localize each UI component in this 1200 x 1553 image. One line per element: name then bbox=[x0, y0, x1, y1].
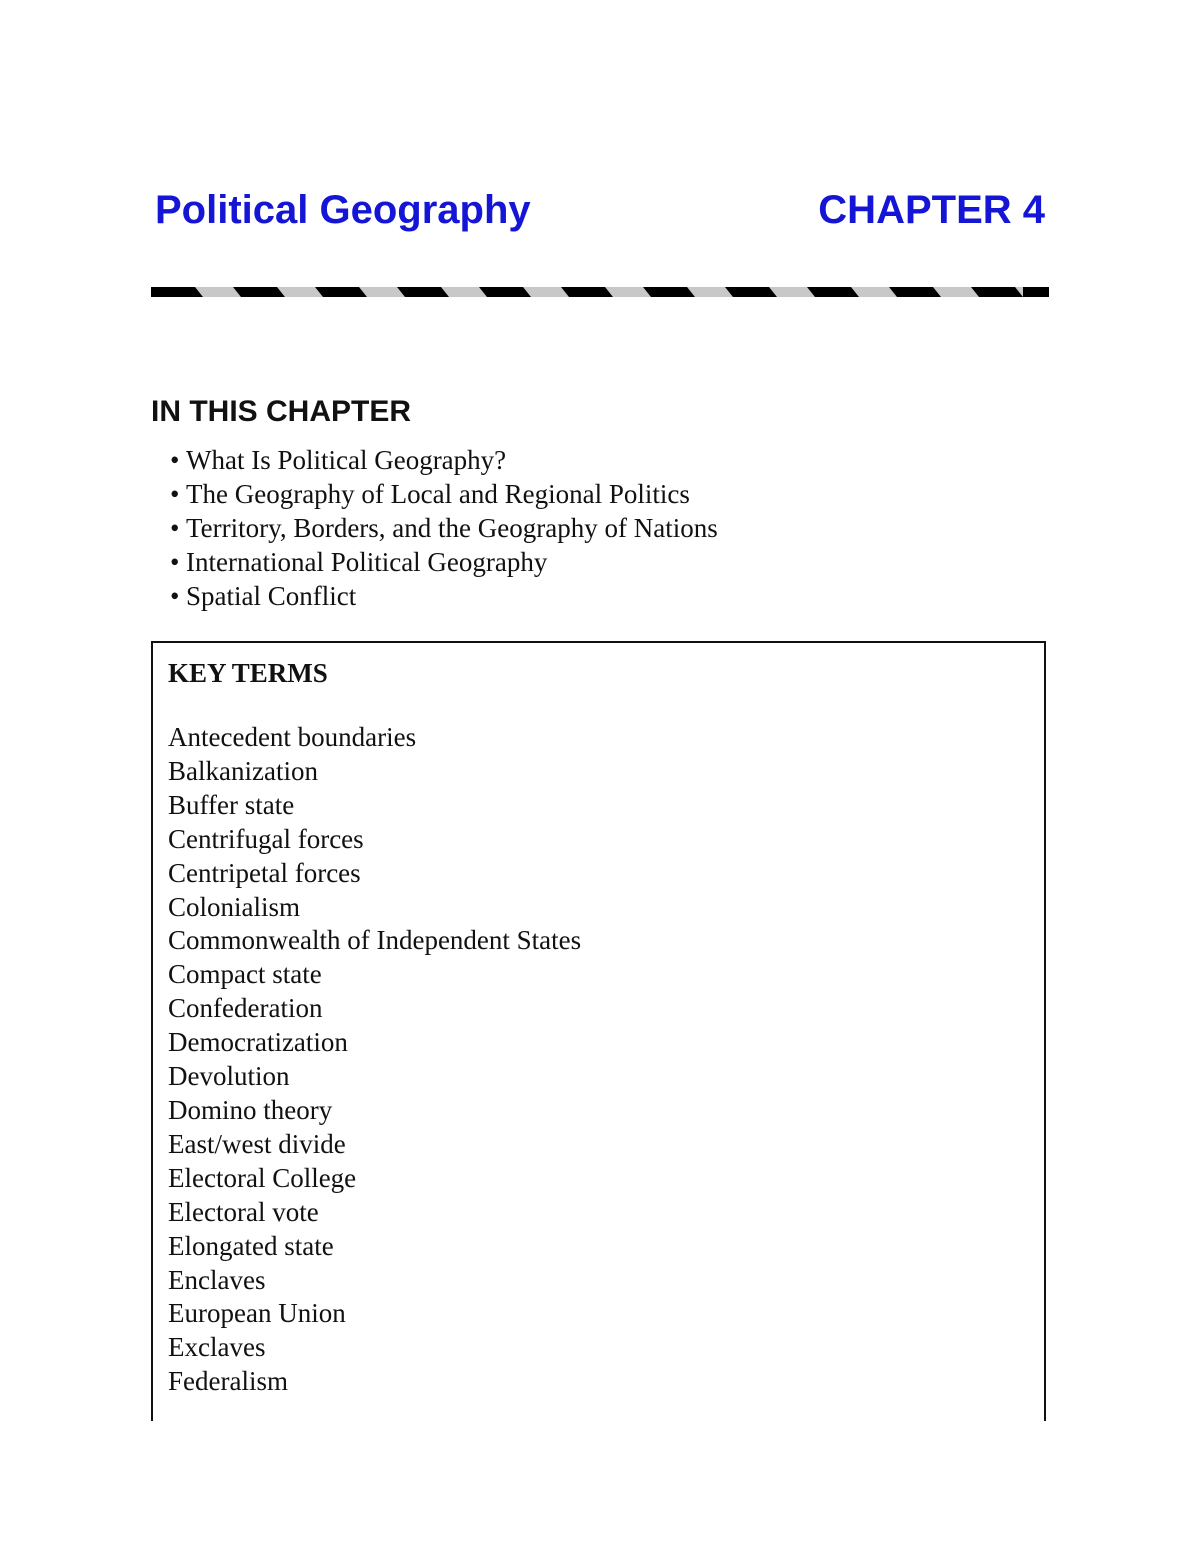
bullet-icon: • bbox=[170, 445, 180, 475]
key-terms-list bbox=[168, 721, 581, 1399]
chapter-topic-item bbox=[170, 477, 718, 511]
key-term-item: Centrifugal forces bbox=[168, 823, 364, 854]
key-terms-box bbox=[151, 641, 1046, 1421]
key-term-item: Buffer state bbox=[168, 789, 295, 820]
key-term-item: European Union bbox=[168, 1298, 346, 1329]
chapter-topic-text: Territory, Borders, and the Geography of Nations bbox=[186, 513, 718, 543]
key-term-item: Compact state bbox=[168, 959, 322, 990]
chapter-topic-item bbox=[170, 545, 718, 579]
bullet-icon: • bbox=[170, 479, 180, 509]
key-terms-heading: KEY TERMS bbox=[168, 658, 328, 688]
key-term-item: Devolution bbox=[168, 1061, 290, 1092]
chapter-label: CHAPTER 4 bbox=[818, 188, 1045, 232]
chapter-topic-text: The Geography of Local and Regional Politics bbox=[186, 479, 690, 509]
key-term-item: Electoral College bbox=[168, 1162, 357, 1193]
key-term-item: Electoral vote bbox=[168, 1196, 319, 1227]
chapter-topic-item bbox=[170, 511, 718, 545]
chapter-topic-text: Spatial Conflict bbox=[186, 581, 357, 611]
key-term-item: Exclaves bbox=[168, 1332, 266, 1363]
bullet-icon: • bbox=[170, 513, 180, 543]
key-term-item: Enclaves bbox=[168, 1264, 266, 1295]
key-term-item: Federalism bbox=[168, 1366, 288, 1397]
key-term-item: East/west divide bbox=[168, 1128, 346, 1159]
striped-divider bbox=[151, 287, 1049, 297]
key-term-item: Elongated state bbox=[168, 1230, 334, 1261]
chapter-topic-text: What Is Political Geography? bbox=[186, 445, 507, 475]
key-term-item: Antecedent boundaries bbox=[168, 722, 417, 752]
chapter-topic-item bbox=[170, 443, 718, 477]
bullet-icon: • bbox=[170, 547, 180, 577]
key-term-item: Confederation bbox=[168, 993, 323, 1024]
page-title: Political Geography bbox=[155, 188, 531, 232]
in-this-chapter-heading: IN THIS CHAPTER bbox=[151, 395, 412, 428]
key-term-item: Domino theory bbox=[168, 1094, 333, 1125]
chapter-topic-item bbox=[170, 579, 718, 613]
chapter-topic-list bbox=[170, 443, 718, 613]
key-term-item: Democratization bbox=[168, 1027, 348, 1058]
key-term-item: Balkanization bbox=[168, 755, 318, 786]
key-term-item: Commonwealth of Independent States bbox=[168, 925, 582, 956]
key-term-item: Centripetal forces bbox=[168, 857, 361, 888]
bullet-icon: • bbox=[170, 581, 180, 611]
chapter-topic-text: International Political Geography bbox=[186, 547, 548, 577]
key-term-item: Colonialism bbox=[168, 891, 301, 922]
